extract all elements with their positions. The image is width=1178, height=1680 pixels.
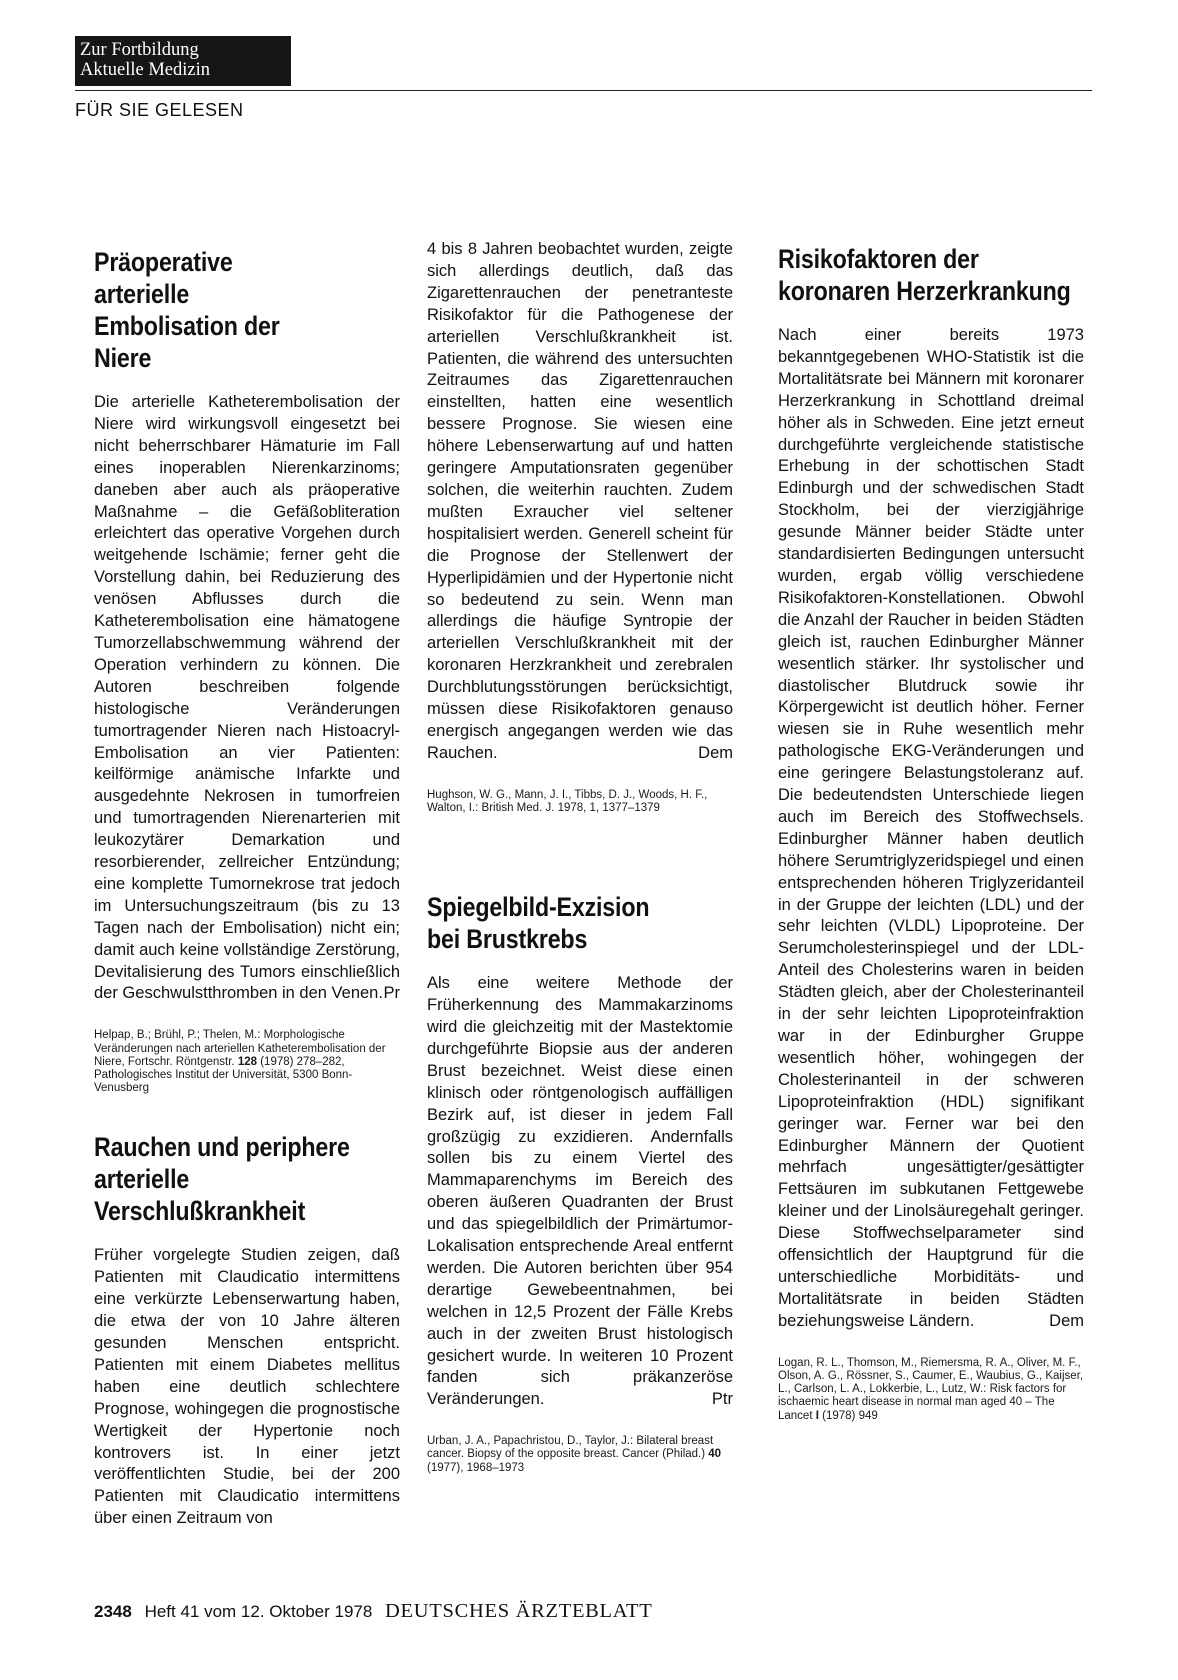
journal-name: DEUTSCHES ÄRZTEBLATT <box>385 1600 653 1622</box>
author-initials: Ptr <box>711 1390 733 1409</box>
author-initials: Dem <box>698 743 733 762</box>
article-headline: Risikofaktoren der koronaren Herzerkrankung <box>778 244 1071 306</box>
header-rule <box>75 90 1092 91</box>
article-headline: Rauchen und periphere arterielle Verschlußkrankheit <box>94 1132 350 1227</box>
article-body <box>778 325 1084 1333</box>
article-body-text: Als eine weitere Methode der Früherkennung des Mammakarzinoms wird die gleichzeitig mit der Mastektomie durchgeführte Biopsie aus der anderen Brust bezeichnet. Weist diese einen klinisch oder röntgenologisch auffälligen Bezirk auf, ist dieser in jedem Fall großzügig zu exzidieren. Andernfalls sollen bis zu einem Viertel des Mammaparenchyms im Bereich des oberen äußeren Quadranten der Brust und das spiegelbildlich der Primärtumor-Lokalisation entsprechende Areal entfernt werden. Die Autoren berichten über 954 derartige Gewebeentnahmen, bei welchen in 12,5 Prozent der Fälle Krebs auch in der zweiten Brust histologisch gesichert wurde. In weiteren 10 Prozent fanden sich präkanzeröse Veränderungen. <box>427 974 733 1409</box>
column-1 <box>94 246 400 1530</box>
article-koronare-herzerkrankung <box>778 243 1084 1423</box>
page-footer <box>94 1600 652 1623</box>
issue-info: Heft 41 vom 12. Oktober 1978 <box>144 1602 373 1621</box>
page-number: 2348 <box>94 1602 132 1621</box>
citation-text: Urban, J. A., Papachristou, D., Taylor, J.: Bilateral breast cancer. Biopsy of the opposite breast. Cancer (Philad.) <box>427 1435 714 1461</box>
article-rauchen-continued <box>427 239 733 815</box>
column-3 <box>778 243 1084 1423</box>
citation-text: Logan, R. L., Thomson, M., Riemersma, R. A., Oliver, M. F., Olson, A. G., Rössner, S., Caumer, E., Waubius, G., Kaijser, L., Carlson, L. A., Lokkerbie, L., Lutz, W.: Risk factors for ischaemic heart disease in normal man aged 40 – The Lancet <box>778 1356 1084 1422</box>
article-headline: Spiegelbild-Exzision bei Brustkrebs <box>427 892 650 955</box>
article-citation <box>94 1029 400 1095</box>
article-citation: Hughson, W. G., Mann, J. I., Tibbs, D. J., Woods, H. F., Walton, I.: British Med. J. 1978, 1, 1377–1379 <box>427 788 708 814</box>
article-body-part-1: Früher vorgelegte Studien zeigen, daß Patienten mit Claudicatio intermittens eine verkürzte Lebenserwartung haben, die etwa der von 10 Jahre älteren gesunden Menschen entspricht. Patienten mit einem Diabetes mellitus haben eine deutlich schlechtere Prognose, wohingegen die prognostische Wertigkeit der Hypertonie noch kontrovers ist. In einer jetzt veröffentlichten Studie, bei der 200 Patienten mit Claudicatio intermittens über einen Zeitraum von <box>94 1246 400 1528</box>
article-body-part-2 <box>427 239 733 765</box>
citation-text-end: (1977), 1968–1973 <box>427 1461 525 1474</box>
article-spiegelbild <box>427 891 733 1475</box>
article-body-text: 4 bis 8 Jahren beobachtet wurden, zeigte sich allerdings deutlich, daß das Zigarettenrauchen der penetranteste Risikofaktor für die Pathogenese der arteriellen Verschlußkrankheit ist. Patienten, die während des untersuchten Zeitraumes das Zigarettenrauchen einstellten, hatten eine wesentlich bessere Prognose. Sie wiesen eine höhere Lebenserwartung auf und hatten geringere Amputationsraten gegenüber solchen, die weiterhin rauchten. Zudem mußten Exraucher viel seltener hospitalisiert werden. Generell scheint für die Prognose der Stellenwert der Hyperlipidämien und der Hypertonie nicht so bedeutend zu sein. Wenn man allerdings die häufige Syntropie der arteriellen Verschlußkrankheit mit der koronaren Herzkrankheit und zerebralen Durchblutungsstörungen berücksichtigt, müssen diese Risikofaktoren genauso energisch angegangen werden wie das Rauchen. <box>427 240 733 762</box>
article-headline: Präoperative arterielle Embolisation der Niere <box>94 247 280 373</box>
author-initials: Pr <box>383 984 400 1003</box>
section-tag-line-1: Zur Fortbildung <box>80 40 199 60</box>
column-2 <box>427 239 733 1475</box>
article-body <box>427 973 733 1411</box>
section-tag-line-2: Aktuelle Medizin <box>80 60 210 80</box>
article-embolisation <box>94 246 400 1095</box>
citation-volume: I <box>815 1409 819 1422</box>
citation-volume: 128 <box>237 1055 258 1068</box>
article-body-text: Nach einer bereits 1973 bekanntgegebenen WHO-Statistik ist die Mortalitätsrate bei Männern mit koronarer Herzerkrankung in Schottland dreimal höher als in Schweden. Eine jetzt erneut durchgeführte vergleichende statistische Erhebung in der schottischen Stadt Edinburgh und der schwedischen Stadt Stockholm, bei der vierzigjährige gesunde Männer beider Städte unter standardisierten Bedingungen untersucht wurden, ergab völlig verschiedene Risikofaktoren-Konstellationen. Obwohl die Anzahl der Raucher in beiden Städten gleich ist, rauchen Edinburgher Männer wesentlich stärker. Ihr systolischer und diastolischer Blutdruck sowie ihr Körpergewicht ist deutlich höher. Ferner wiesen sie in Ruhe wesentlich mehr pathologische EKG-Veränderungen und eine geringere Belastungstoleranz auf. Die bedeutendsten Unterschiede liegen auch im Bereich des Stoffwechsels. Edinburgher Männer haben deutlich höhere Serumtriglyzeridspiegel und einen entsprechenden höheren Triglyzeridanteil in der Gruppe der leichten (LDL) und der sehr leichten (VLDL) Lipoproteine. Der Serumcholesterinspiegel und der LDL-Anteil des Cholesterins waren in beiden Städten gleich, aber der Cholesterinanteil in der sehr leichten Lipoproteinfraktion war in der Edinburgher Gruppe wesentlich höher, wohingegen der Cholesterinanteil in der schweren Lipoproteinfraktion (HDL) signifikant geringer war. Ferner war bei den Edinburgher Männern der Quotient mehrfach ungesättigter/gesättigter Fettsäuren im subkutanen Fettgewebe kleiner und der Linolsäuregehalt geringer. Diese Stoffwechselparameter sind offensichtlich der Hauptgrund für die unterschiedliche Morbiditäts- und Mortalitätsrate in beiden Städten beziehungsweise Ländern. <box>778 326 1084 1330</box>
article-body <box>94 392 400 1005</box>
article-rauchen <box>94 1131 400 1530</box>
citation-text-end: (1978) 278–282, Pathologisches Institut der Universität, 5300 Bonn-Venusberg <box>94 1055 353 1095</box>
article-body-text: Die arterielle Katheterembolisation der Niere wird wirkungsvoll eingesetzt bei nicht beherrschbarer Hämaturie im Fall eines inoperablen Nierenkarzinoms; daneben aber auch als präoperative Maßnahme – die Gefäßobliteration erleichtert das operative Vorgehen durch weitgehende Ischämie; ferner geht die Vorstellung dahin, bei Reduzierung des venösen Abflusses durch die Katheterembolisation eine hämatogene Tumorzellabschwemmung während der Operation verhindern zu können. Die Autoren beschreiben folgende histologische Veränderungen tumortragender Nieren nach Histoacryl-Embolisation an vier Patienten: keilförmige anämische Infarkte und ausgedehnte Nekrosen in tumorfreien und tumortragenden Nierenarterien mit leukozytärer Demarkation und resorbierender, zellreicher Entzündung; eine komplette Tumornekrose trat jedoch im Untersuchungszeitraum (bis zu 13 Tagen nach der Embolisation) nicht ein; damit auch keine vollständige Zerstörung, Devitalisierung des Tumors einschließlich der Geschwulstthromben in den Venen. <box>94 393 400 1003</box>
citation-text-end: (1978) 949 <box>822 1409 878 1422</box>
author-initials: Dem <box>1049 1311 1084 1330</box>
article-citation <box>427 1435 733 1475</box>
section-tag <box>75 36 291 86</box>
citation-volume: 40 <box>708 1448 722 1461</box>
rubric-title: FÜR SIE GELESEN <box>75 100 244 120</box>
article-citation <box>778 1357 1084 1423</box>
citation-text: Helpap, B.; Brühl, P.; Thelen, M.: Morphologische Veränderungen nach arteriellen Katheterembolisation der Niere, Fortschr. Röntgenstr. <box>94 1029 386 1068</box>
